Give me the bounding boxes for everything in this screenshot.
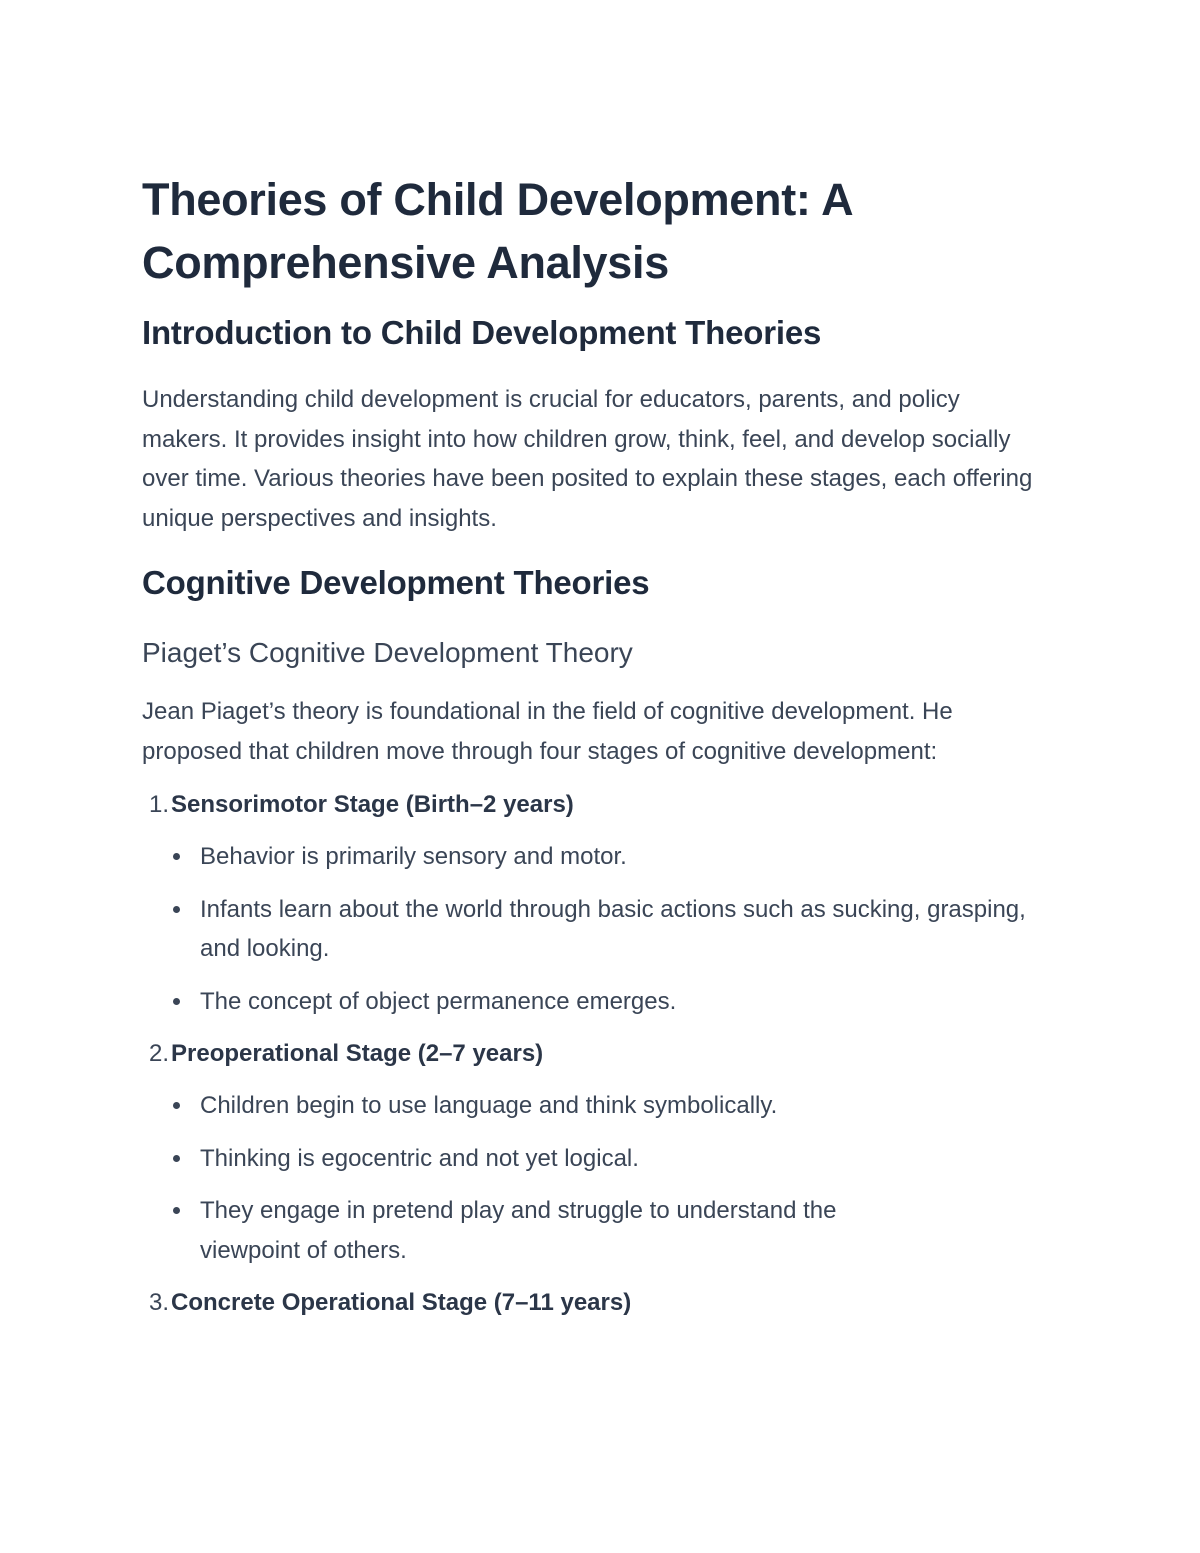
cognitive-heading: Cognitive Development Theories — [142, 564, 650, 601]
intro-heading: Introduction to Child Development Theories — [142, 314, 822, 351]
piaget-heading: Piaget’s Cognitive Development Theory — [142, 637, 633, 668]
stage-number: 3. — [148, 1289, 169, 1316]
document-page — [142, 168, 1042, 1322]
stage-number: 1. — [148, 791, 169, 818]
bullet-dot-icon — [173, 853, 180, 860]
bullet-dot-icon — [173, 906, 180, 913]
stage-label: Preoperational Stage (2–7 years) — [171, 1040, 544, 1067]
bullet-dot-icon — [173, 1102, 180, 1109]
bullet-item — [142, 1191, 1042, 1270]
stage-item — [142, 1283, 1042, 1322]
stage-label: Concrete Operational Stage (7–11 years) — [171, 1289, 632, 1316]
bullet-item — [142, 982, 1042, 1022]
piaget-paragraph: Jean Piaget’s theory is foundational in the field of cognitive development. He proposed that children move through four stages of cognitive development: — [142, 698, 953, 765]
bullet-text: Behavior is primarily sensory and motor. — [200, 843, 627, 870]
stage-item — [142, 1034, 1042, 1073]
stage-item — [142, 785, 1042, 824]
stage-bullet-list — [142, 837, 1042, 1021]
bullet-item — [142, 1139, 1042, 1179]
document-title: Theories of Child Development: A Comprehensive Analysis — [142, 174, 852, 288]
bullet-text: Children begin to use language and think symbolically. — [200, 1092, 778, 1119]
stage-bullet-list — [142, 1086, 1042, 1270]
intro-paragraph: Understanding child development is crucial for educators, parents, and policy makers. It provides insight into how children grow, think, feel, and develop socially over time. Various theories have been posited to explain these stages, each offering unique perspectives and insights. — [142, 386, 1033, 532]
stage-label: Sensorimotor Stage (Birth–2 years) — [171, 791, 574, 818]
bullet-text: Thinking is egocentric and not yet logical. — [200, 1144, 639, 1172]
bullet-text: They engage in pretend play and struggle to understand the viewpoint of others. — [200, 1197, 837, 1264]
bullet-item — [142, 890, 1042, 969]
stage-number: 2. — [148, 1040, 169, 1067]
bullet-item — [142, 1086, 1042, 1126]
bullet-text: The concept of object permanence emerges. — [200, 987, 677, 1015]
bullet-dot-icon — [173, 998, 180, 1005]
bullet-item — [142, 837, 1042, 877]
bullet-dot-icon — [173, 1155, 180, 1162]
bullet-text: Infants learn about the world through basic actions such as sucking, grasping, and looking. — [200, 895, 1026, 962]
bullet-dot-icon — [173, 1207, 180, 1214]
